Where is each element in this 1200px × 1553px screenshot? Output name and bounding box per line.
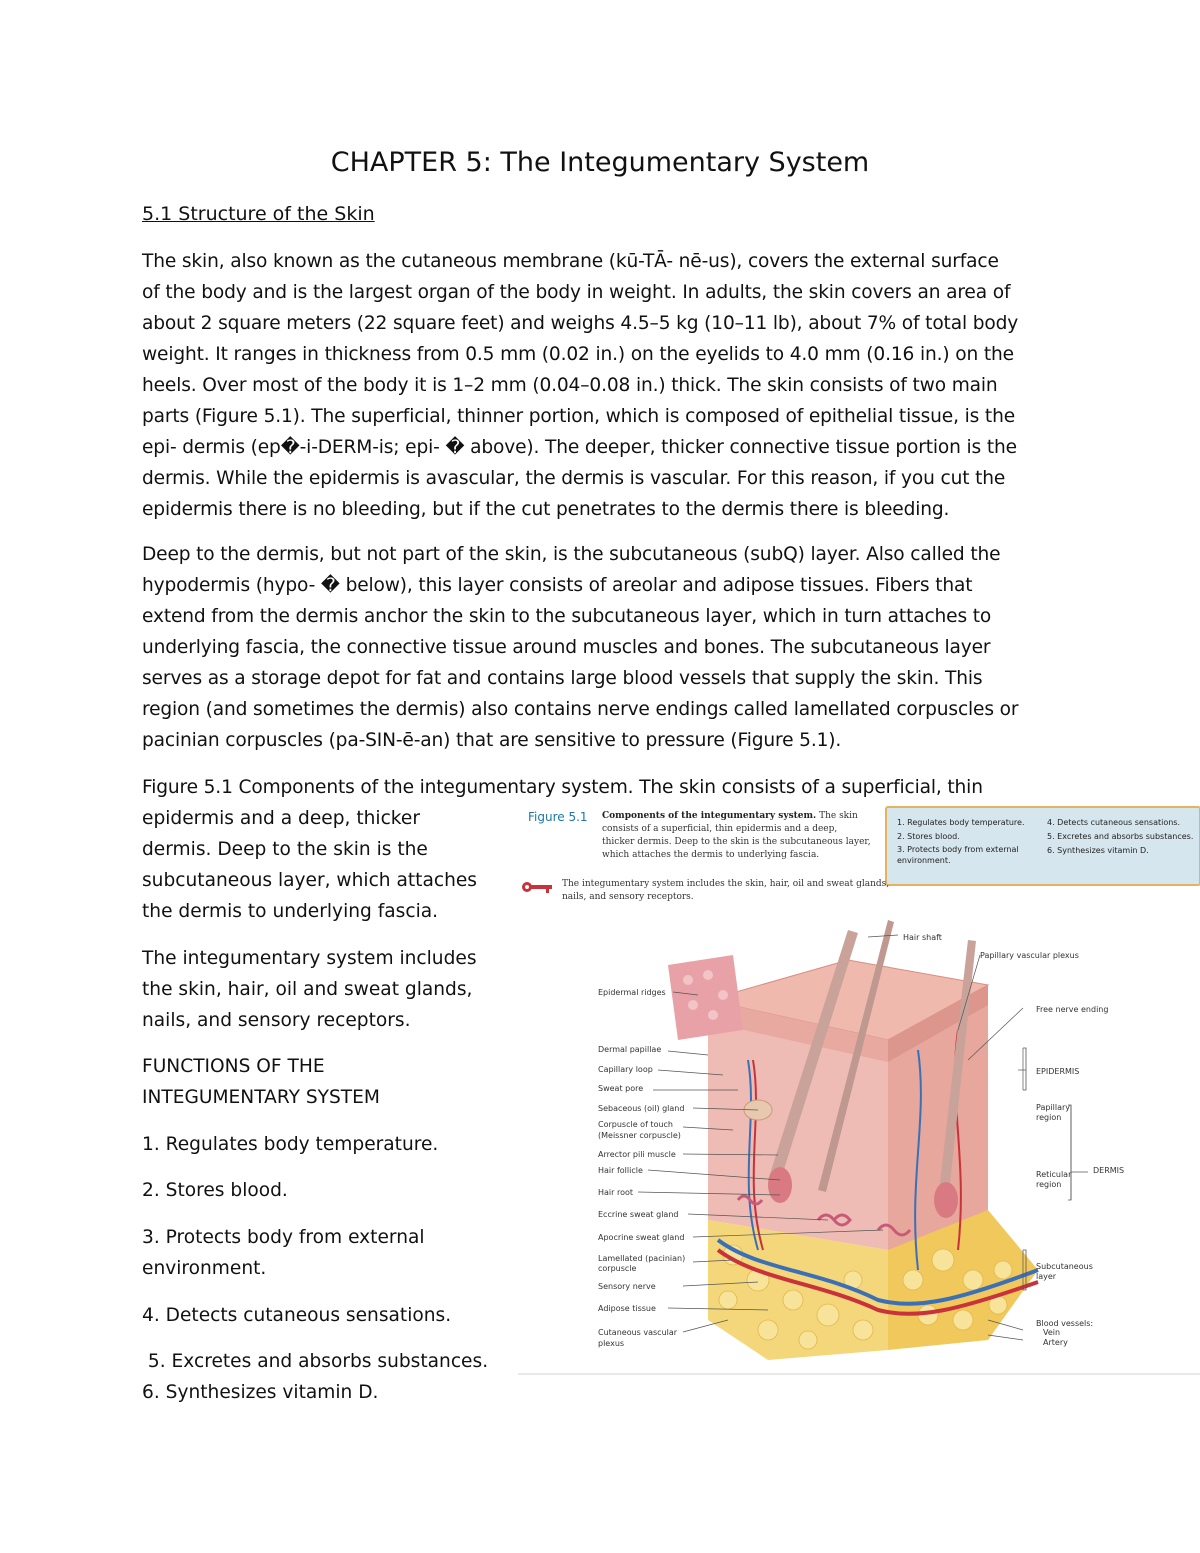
paragraph-line: Deep to the dermis, but not part of the skin, is the subcutaneous (subQ) layer. Also called the	[142, 544, 1001, 565]
paragraph-line: underlying fascia, the connective tissue around muscles and bones. The subcutaneous layer	[142, 637, 991, 658]
paragraph-line: dermis. While the epidermis is avascular, the dermis is vascular. For this reason, if you cut the	[142, 468, 1006, 489]
skin-block	[668, 920, 1038, 1360]
box-function: 3. Protects body from external environment.	[897, 845, 1019, 865]
box-function: 6. Synthesizes vitamin D.	[1047, 846, 1149, 855]
label-papillary-region: region	[1036, 1113, 1062, 1122]
function-item: 6. Synthesizes vitamin D.	[142, 1382, 379, 1403]
caption-line: the dermis to underlying fascia.	[142, 901, 439, 922]
box-function: 4. Detects cutaneous sensations.	[1047, 818, 1181, 827]
label-eccrine-sweat-gland: Eccrine sweat gland	[598, 1210, 679, 1219]
label-adipose-tissue: Adipose tissue	[598, 1304, 656, 1313]
function-item: environment.	[142, 1258, 267, 1279]
skin-diagram	[518, 800, 1200, 1375]
label-dermal-papillae: Dermal papillae	[598, 1045, 662, 1054]
label-blood-vessels: Blood vessels:	[1036, 1319, 1094, 1328]
paragraph-1	[142, 246, 1070, 525]
label-reticular: Reticular	[1036, 1170, 1072, 1179]
label-free-nerve-ending: Free nerve ending	[1036, 1005, 1109, 1014]
caption-line: epidermis and a deep, thicker	[142, 808, 420, 829]
includes-line: nails, and sensory receptors.	[142, 1010, 411, 1031]
label-sensory-nerve: Sensory nerve	[598, 1282, 656, 1291]
label-arrector-pili: Arrector pili muscle	[598, 1150, 676, 1159]
figure-bottom-border	[518, 1373, 1200, 1375]
includes-line: The integumentary system includes	[142, 948, 477, 969]
layer-brackets	[1023, 1048, 1088, 1290]
functions-heading-line: INTEGUMENTARY SYSTEM	[142, 1087, 380, 1108]
label-papillary-vascular-plexus: Papillary vascular plexus	[980, 951, 1079, 960]
paragraph-line: epi- dermis (ep�-i-DERM-is; epi- � above). The deeper, thicker connective tissue portion is the	[142, 437, 1017, 458]
figure-caption-bold: Components of the integumentary system.	[602, 811, 817, 821]
label-artery: Artery	[1043, 1338, 1068, 1347]
label-epidermis: EPIDERMIS	[1036, 1067, 1080, 1076]
section-heading: 5.1 Structure of the Skin	[142, 203, 375, 225]
includes-paragraph	[142, 943, 512, 1036]
label-dermis: DERMIS	[1093, 1166, 1125, 1175]
figure-caption-text	[142, 772, 1070, 803]
label-layer: layer	[1036, 1272, 1057, 1281]
caption-line: Figure 5.1 Components of the integumentary system. The skin consists of a superficial, thin	[142, 777, 983, 798]
paragraph-2	[142, 539, 1070, 756]
paragraph-line: heels. Over most of the body it is 1–2 mm (0.04–0.08 in.) thick. The skin consists of two main	[142, 375, 998, 396]
figure-caption-continued	[142, 803, 512, 927]
paragraph-line: about 2 square meters (22 square feet) and weighs 4.5–5 kg (10–11 lb), about 7% of total body	[142, 313, 1019, 334]
function-item: 1. Regulates body temperature.	[142, 1134, 439, 1155]
function-item: 2. Stores blood.	[142, 1180, 288, 1201]
label-hair-follicle: Hair follicle	[598, 1166, 643, 1175]
label-lamellated-corpuscle: Lamellated (pacinian)	[598, 1254, 686, 1263]
label-papillary: Papillary	[1036, 1103, 1071, 1112]
function-item: 3. Protects body from external	[142, 1227, 425, 1248]
paragraph-line: weight. It ranges in thickness from 0.5 mm (0.02 in.) on the eyelids to 4.0 mm (0.16 in.) on the	[142, 344, 1014, 365]
chapter-title: CHAPTER 5: The Integumentary System	[330, 147, 870, 178]
figure-key-text: The integumentary system includes the skin, hair, oil and sweat glands, nails, and sensory receptors.	[562, 879, 890, 902]
caption-line: dermis. Deep to the skin is the	[142, 839, 428, 860]
label-corpuscle-of-touch: Corpuscle of touch	[598, 1120, 673, 1129]
function-item: 4. Detects cutaneous sensations.	[142, 1305, 452, 1326]
paragraph-line: epidermis there is no bleeding, but if the cut penetrates to the dermis there is bleeding.	[142, 499, 950, 520]
functions-heading-line: FUNCTIONS OF THE	[142, 1056, 325, 1077]
includes-line: the skin, hair, oil and sweat glands,	[142, 979, 473, 1000]
label-sweat-pore: Sweat pore	[598, 1084, 644, 1093]
label-corpuscle: corpuscle	[598, 1264, 637, 1273]
label-cutaneous-vascular: Cutaneous vascular	[598, 1328, 678, 1337]
label-plexus: plexus	[598, 1339, 625, 1348]
functions-heading	[142, 1051, 512, 1113]
paragraph-line: serves as a storage depot for fat and contains large blood vessels that supply the skin. This	[142, 668, 983, 689]
paragraph-line: extend from the dermis anchor the skin to the subcutaneous layer, which in turn attaches to	[142, 606, 992, 627]
box-function: 2. Stores blood.	[897, 832, 960, 841]
label-reticular-region: region	[1036, 1180, 1062, 1189]
label-meissner-corpuscle: (Meissner corpuscle)	[598, 1131, 681, 1140]
box-function: 5. Excretes and absorbs substances.	[1047, 832, 1194, 841]
label-hair-root: Hair root	[598, 1188, 634, 1197]
label-sebaceous-gland: Sebaceous (oil) gland	[598, 1104, 685, 1113]
caption-line: subcutaneous layer, which attaches	[142, 870, 477, 891]
label-capillary-loop: Capillary loop	[598, 1065, 653, 1074]
label-hair-shaft: Hair shaft	[903, 933, 942, 942]
figure-caption-rest: The skin consists of a superficial, thin epidermis and a deep, thicker dermis. Deep to the skin is the subcutaneous layer, which attaches the dermis to underlying fascia.	[602, 811, 871, 860]
paragraph-line: hypodermis (hypo- � below), this layer consists of areolar and adipose tissues. Fibers that	[142, 575, 973, 596]
box-function: 1. Regulates body temperature.	[897, 818, 1025, 827]
paragraph-line: region (and sometimes the dermis) also contains nerve endings called lamellated corpuscles or	[142, 699, 1019, 720]
paragraph-line: pacinian corpuscles (pa-SIN-ē-an) that are sensitive to pressure (Figure 5.1).	[142, 730, 842, 751]
paragraph-line: of the body and is the largest organ of the body in weight. In adults, the skin covers an area of	[142, 282, 1011, 303]
figure-5-1	[518, 800, 1200, 1375]
label-epidermal-ridges: Epidermal ridges	[598, 988, 666, 997]
figure-number: Figure 5.1	[528, 810, 588, 824]
label-vein: Vein	[1043, 1328, 1061, 1337]
label-subcutaneous: Subcutaneous	[1036, 1262, 1093, 1271]
paragraph-line: parts (Figure 5.1). The superficial, thinner portion, which is composed of epithelial tissue, is the	[142, 406, 1015, 427]
paragraph-line: The skin, also known as the cutaneous membrane (kū-TĀ- nē-us), covers the external surface	[142, 251, 999, 272]
function-item: 5. Excretes and absorbs substances.	[142, 1351, 489, 1372]
label-apocrine-sweat-gland: Apocrine sweat gland	[598, 1233, 685, 1242]
